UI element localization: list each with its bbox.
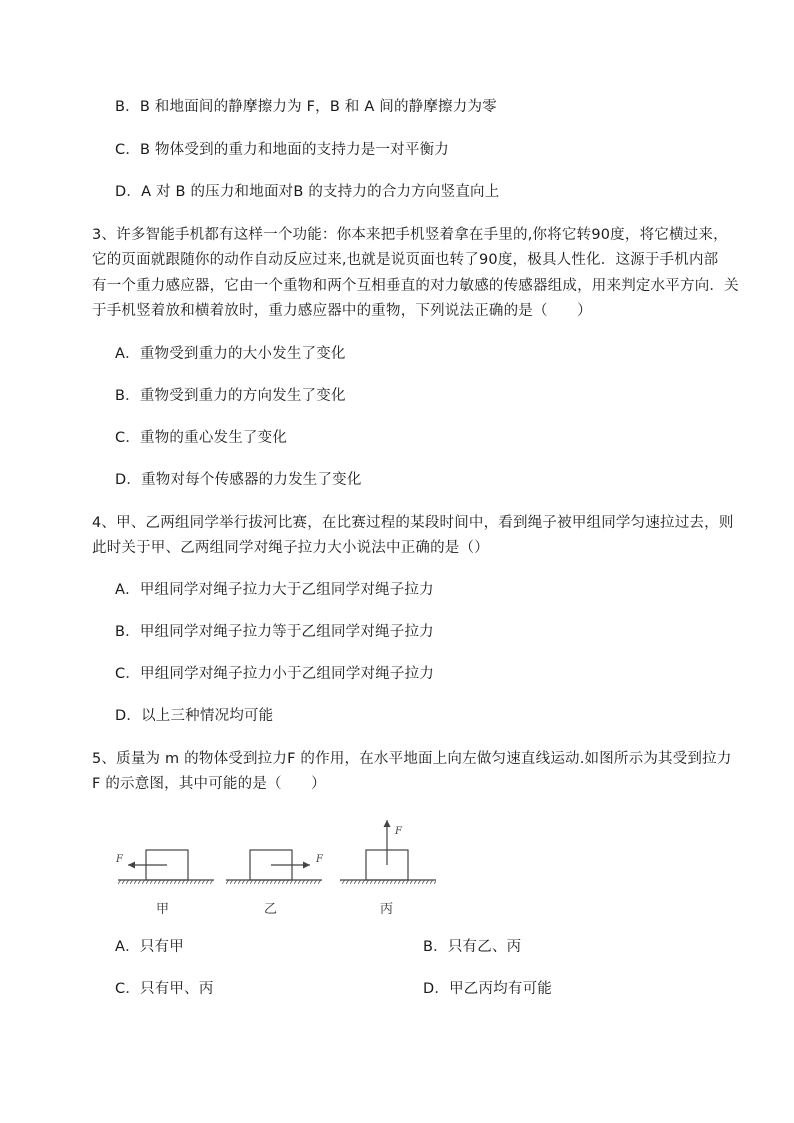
q4-option-a: A．甲组同学对绳子拉力大于乙组同学对绳子拉力 xyxy=(115,582,434,598)
q4-option-b: B．甲组同学对绳子拉力等于乙组同学对绳子拉力 xyxy=(115,624,434,640)
q5-option-c: C．只有甲、丙 xyxy=(115,981,214,997)
q3-option-a: A．重物受到重力的大小发生了变化 xyxy=(115,346,346,362)
q5-stem-line-2: F 的示意图，其中可能的是（ ） xyxy=(92,776,326,792)
q3-stem-line-3: 有一个重力感应器，它由一个重物和两个互相垂直的对力敏感的传感器组成，用来判定水平方向．关 xyxy=(92,278,739,294)
caption-jia: 甲 xyxy=(156,902,170,917)
q3-option-d: D．重物对每个传感器的力发生了变化 xyxy=(115,472,362,488)
q2-option-c: C．B 物体受到的重力和地面的支持力是一对平衡力 xyxy=(115,142,449,158)
q3-stem-line-4: 于手机竖着放和横着放时，重力感应器中的重物，下列说法正确的是（ ） xyxy=(92,303,592,319)
force-diagram-figure xyxy=(110,812,450,922)
q3-option-c: C．重物的重心发生了变化 xyxy=(115,430,288,446)
force-label-bing: F xyxy=(395,826,402,837)
q3-stem-line-1: 3、许多智能手机都有这样一个功能：你本来把手机竖着拿在手里的,你将它转90度，将它横过来， xyxy=(92,227,728,243)
q4-stem-line-2: 此时关于甲、乙两组同学对绳子拉力大小说法中正确的是（） xyxy=(92,540,489,556)
caption-bing: 丙 xyxy=(380,902,394,917)
force-label-yi: F xyxy=(316,854,323,865)
q4-option-d: D．以上三种情况均可能 xyxy=(115,708,274,724)
q5-option-d: D．甲乙丙均有可能 xyxy=(423,981,552,997)
q5-option-b: B．只有乙、丙 xyxy=(423,939,522,955)
diagram-yi xyxy=(226,850,324,884)
q3-stem-line-2: 它的页面就跟随你的动作自动反应过来,也就是说页面也转了90度，极具人性化．这源于手机内部 xyxy=(92,252,719,268)
diagram-jia xyxy=(115,850,214,884)
q2-option-b: B．B 和地面间的静摩擦力为 F，B 和 A 间的静摩擦力为零 xyxy=(115,99,497,115)
force-label-jia: F xyxy=(116,854,123,865)
q4-option-c: C．甲组同学对绳子拉力小于乙组同学对绳子拉力 xyxy=(115,666,435,682)
diagram-bing xyxy=(340,820,436,884)
q4-stem-line-1: 4、甲、乙两组同学举行拔河比赛，在比赛过程的某段时间中，看到绳子被甲组同学匀速拉过去，则 xyxy=(92,515,734,531)
q5-option-a: A．只有甲 xyxy=(115,939,184,955)
q3-option-b: B．重物受到重力的方向发生了变化 xyxy=(115,388,346,404)
q5-stem-line-1: 5、质量为 m 的物体受到拉力F 的作用，在水平地面上向左做匀速直线运动.如图所示为其受到拉力 xyxy=(92,751,732,767)
q2-option-d: D．A 对 B 的压力和地面对B 的支持力的合力方向竖直向上 xyxy=(115,184,500,200)
caption-yi: 乙 xyxy=(264,902,278,917)
